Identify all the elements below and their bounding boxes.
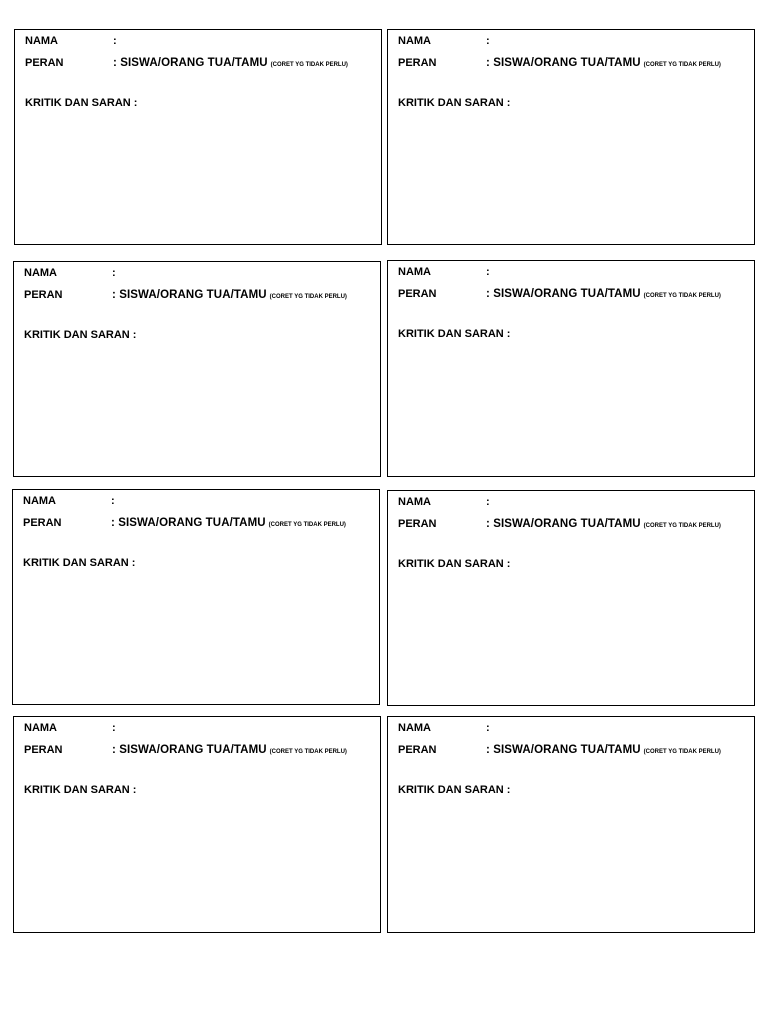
peran-note: (CORET YG TIDAK PERLU)	[269, 749, 347, 755]
nama-colon: :	[112, 267, 116, 279]
kritik-label: KRITIK DAN SARAN :	[24, 329, 137, 341]
kritik-label: KRITIK DAN SARAN :	[398, 97, 511, 109]
peran-note: (CORET YG TIDAK PERLU)	[643, 749, 721, 755]
nama-colon: :	[486, 35, 490, 47]
peran-row	[25, 57, 348, 72]
peran-label: PERAN	[23, 517, 62, 529]
nama-row	[398, 496, 490, 509]
nama-row	[23, 495, 115, 508]
peran-options: : SISWA/ORANG TUA/TAMU	[486, 288, 641, 300]
nama-label: NAMA	[398, 722, 431, 734]
kritik-label: KRITIK DAN SARAN :	[24, 784, 137, 796]
peran-note: (CORET YG TIDAK PERLU)	[643, 62, 721, 68]
peran-options: : SISWA/ORANG TUA/TAMU	[486, 518, 641, 530]
peran-row	[24, 744, 347, 759]
nama-row	[398, 266, 490, 279]
feedback-card[interactable]	[13, 261, 381, 477]
nama-colon: :	[486, 266, 490, 278]
peran-options: : SISWA/ORANG TUA/TAMU	[112, 744, 267, 756]
nama-colon: :	[486, 722, 490, 734]
feedback-card[interactable]	[387, 716, 755, 933]
peran-row	[398, 288, 721, 303]
peran-note: (CORET YG TIDAK PERLU)	[269, 294, 347, 300]
nama-row	[398, 35, 490, 48]
peran-label: PERAN	[24, 289, 63, 301]
feedback-card[interactable]	[387, 29, 755, 245]
kritik-label: KRITIK DAN SARAN :	[398, 558, 511, 570]
peran-note: (CORET YG TIDAK PERLU)	[643, 293, 721, 299]
peran-options: : SISWA/ORANG TUA/TAMU	[112, 289, 267, 301]
nama-label: NAMA	[398, 496, 431, 508]
peran-note: (CORET YG TIDAK PERLU)	[270, 62, 348, 68]
kritik-label: KRITIK DAN SARAN :	[25, 97, 138, 109]
nama-label: NAMA	[23, 495, 56, 507]
nama-colon: :	[111, 495, 115, 507]
nama-row	[24, 267, 116, 280]
peran-row	[398, 57, 721, 72]
nama-row	[25, 35, 117, 48]
peran-note: (CORET YG TIDAK PERLU)	[268, 522, 346, 528]
feedback-card[interactable]	[13, 716, 381, 933]
peran-options: : SISWA/ORANG TUA/TAMU	[113, 57, 268, 69]
peran-note: (CORET YG TIDAK PERLU)	[643, 523, 721, 529]
kritik-label: KRITIK DAN SARAN :	[23, 557, 136, 569]
nama-row	[398, 722, 490, 735]
peran-options: : SISWA/ORANG TUA/TAMU	[486, 57, 641, 69]
peran-label: PERAN	[398, 288, 437, 300]
feedback-card[interactable]	[14, 29, 382, 245]
nama-colon: :	[112, 722, 116, 734]
kritik-label: KRITIK DAN SARAN :	[398, 328, 511, 340]
nama-label: NAMA	[24, 267, 57, 279]
peran-label: PERAN	[398, 57, 437, 69]
nama-label: NAMA	[398, 35, 431, 47]
nama-label: NAMA	[24, 722, 57, 734]
peran-options: : SISWA/ORANG TUA/TAMU	[486, 744, 641, 756]
peran-row	[398, 744, 721, 759]
peran-label: PERAN	[25, 57, 64, 69]
peran-row	[398, 518, 721, 533]
feedback-card[interactable]	[387, 260, 755, 477]
peran-row	[23, 517, 346, 532]
peran-label: PERAN	[398, 744, 437, 756]
feedback-card[interactable]	[12, 489, 380, 705]
peran-label: PERAN	[24, 744, 63, 756]
peran-label: PERAN	[398, 518, 437, 530]
feedback-card[interactable]	[387, 490, 755, 706]
peran-options: : SISWA/ORANG TUA/TAMU	[111, 517, 266, 529]
nama-colon: :	[486, 496, 490, 508]
nama-label: NAMA	[398, 266, 431, 278]
nama-row	[24, 722, 116, 735]
nama-label: NAMA	[25, 35, 58, 47]
nama-colon: :	[113, 35, 117, 47]
kritik-label: KRITIK DAN SARAN :	[398, 784, 511, 796]
peran-row	[24, 289, 347, 304]
